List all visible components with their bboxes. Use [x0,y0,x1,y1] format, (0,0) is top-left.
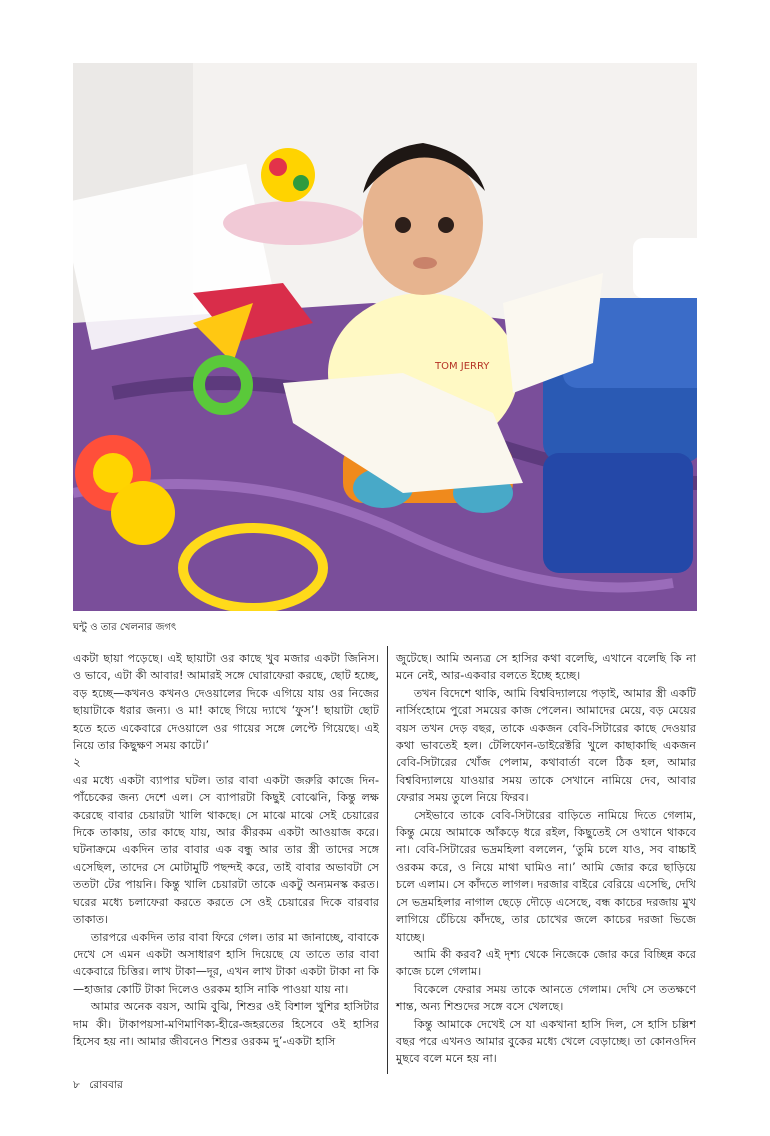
paragraph: সেইভাবে তাকে বেবি-সিটারের বাড়িতে নামিয়ে দিতে গেলাম, কিন্তু মেয়ে আমাকে আঁকড়ে ধরে রইল, কিছুতেই সে ওখানে থাকবে না। বেবি-সিটারের ভদ্রমহিলা বললেন, ‘তুমি চলে যাও, সব বাচ্চাই ওরকম করে, ও নিয়ে মাথা ঘামিও না।’ আমি জোর করে ছাড়িয়ে চলে এলাম। সে কাঁদতে লাগল। দরজার বাইরে বেরিয়ে এসেছি, দেখি সে ভদ্রমহিলার নাগাল ছেড়ে দৌড়ে এসেছে, বন্ধ কাচের দরজায় মুখ লাগিয়ে চেঁচিয়ে কাঁদছে, তার চোখের জলে কাচের দরজা ভিজে যাচ্ছে। [396,808,696,944]
paragraph: আমার অনেক বয়স, আমি বুঝি, শিশুর ওই বিশাল খুশির হাসিটার দাম কী। টাকাপয়সা-মণিমাণিক্য-হীরে-জহরতের হিসেবে ওই হাসির হিসেব হয় না। আমার জীবনেও শিশুর ওরকম দু’-একটা হাসি [73,1000,379,1048]
article-photo [73,63,697,611]
section-number: ২ [73,755,81,770]
paragraph: তখন বিদেশে থাকি, আমি বিশ্ববিদ্যালয়ে পড়াই, আমার স্ত্রী একটি নার্সিংহোমে পুরো সময়ের কাজ পেলেন। আমাদের মেয়ে, বড় মেয়ের বয়স তখন দেড় বছর, তাকে একজন বেবি-সিটারের কাছে দেওয়ার কথা ভাবতেই হল। টেলিফোন-ডাইরেক্টরি খুলে কাছাকাছি একজন বেবি-সিটারের খোঁজ পেলাম, কথাবার্তা বলে ঠিক হল, আমার বিশ্ববিদ্যালয়ে যাওয়ার সময় তাকে সেখানে নামিয়ে দেব, আবার ফেরার সময় তুলে নিয়ে ফিরব। [396,686,696,805]
paragraph: কিন্তু আমাকে দেখেই সে যা একখানা হাসি দিল, সে হাসি চল্লিশ বছর পরে এখনও আমার বুকের মধ্যে খেলে বেড়াচ্ছে। তা কোনওদিন মুছবে বলে মনে হয় না। [396,1017,696,1066]
paragraph: তারপরে একদিন তার বাবা ফিরে গেল। তার মা জানাচ্ছে, বাবাকে দেখে সে এমন একটা অসাধারণ হাসি দিয়েছে যে তাতে তার বাবা একেবারে চিত্তির। লাখ টাকা—দূর, এখন লাখ টাকা একটা টাকা না কি—হাজার কোটি টাকা দিলেও ওরকম হাসি নাকি পাওয়া যায় না। [73,930,379,996]
magazine-name: রোববার [89,1079,123,1091]
paragraph: একটা ছায়া পড়েছে। এই ছায়াটা ওর কাছে খুব মজার একটা জিনিস। ও ভাবে, এটা কী আবার! আমারই সঙ্গে ঘোরাফেরা করছে, ছোট হচ্ছে, বড় হচ্ছে—কখনও কখনও দেওয়ালের দিকে এগিয়ে যায় ওর নিজের ছায়াটাকে ধরার জন্য। ও মা! কাছে গিয়ে দ্যাখে ‘ফুস’! ছায়াটা ছোট হতে হতে একেবারে দেওয়ালে ওর গায়ের সঙ্গে লেপ্টে গিয়েছে। এই নিয়ে তার কিছুক্ষণ সময় কাটে।’ [73,652,379,753]
page-number: ৮ [73,1079,80,1091]
page-footer [73,1078,123,1095]
paragraph: এর মধ্যে একটা ব্যাপার ঘটল। তার বাবা একটা জরুরি কাজে দিন-পাঁচেকের জন্য দেশে এল। সে ব্যাপারটা কিছুই বোঝেনি, কিন্তু লক্ষ করেছে বাবার চেয়ারটা খালি থাকছে। সে মাঝে মাঝে সেই চেয়ারের দিকে তাকায়, তার কাছে যায়, আর কীরকম একটা আওয়াজ করে। ঘটনাক্রমে একদিন তার বাবার এক বন্ধু আর তার স্ত্রী তাদের সঙ্গে এসেছিল, তাদের সে মোটামুটি পছন্দই করে, তাই বাবার অভাবটা সে ততটা টের পায়নি। কিন্তু খালি চেয়ারটা তাকে একটু অন্যমনস্ক করত। ঘরের মধ্যে চলাফেরা করতে করতে সে ওই চেয়ারের দিকে বারবার তাকাত। [73,773,379,927]
article-column-right [396,650,696,1068]
book-label: TOM JERRY [435,361,490,372]
article-column-left [73,650,379,1050]
photo-caption: ঘন্টু ও তার খেলনার জগৎ [73,622,177,633]
paragraph: জুটেছে। আমি অন্যত্র সে হাসির কথা বলেছি, এখানে বলেছি কি না মনে নেই, আর-একবার বলতে ইচ্ছে হচ্ছে। [396,652,696,683]
column-divider [387,646,388,1074]
paragraph: বিকেলে ফেরার সময় তাকে আনতে গেলাম। দেখি সে ততক্ষণে শান্ত, অন্য শিশুদের সঙ্গে বসে খেলছে। [396,982,696,1014]
paragraph: আমি কী করব? এই দৃশ্য থেকে নিজেকে জোর করে বিচ্ছিন্ন করে কাজে চলে গেলাম। [396,947,696,979]
